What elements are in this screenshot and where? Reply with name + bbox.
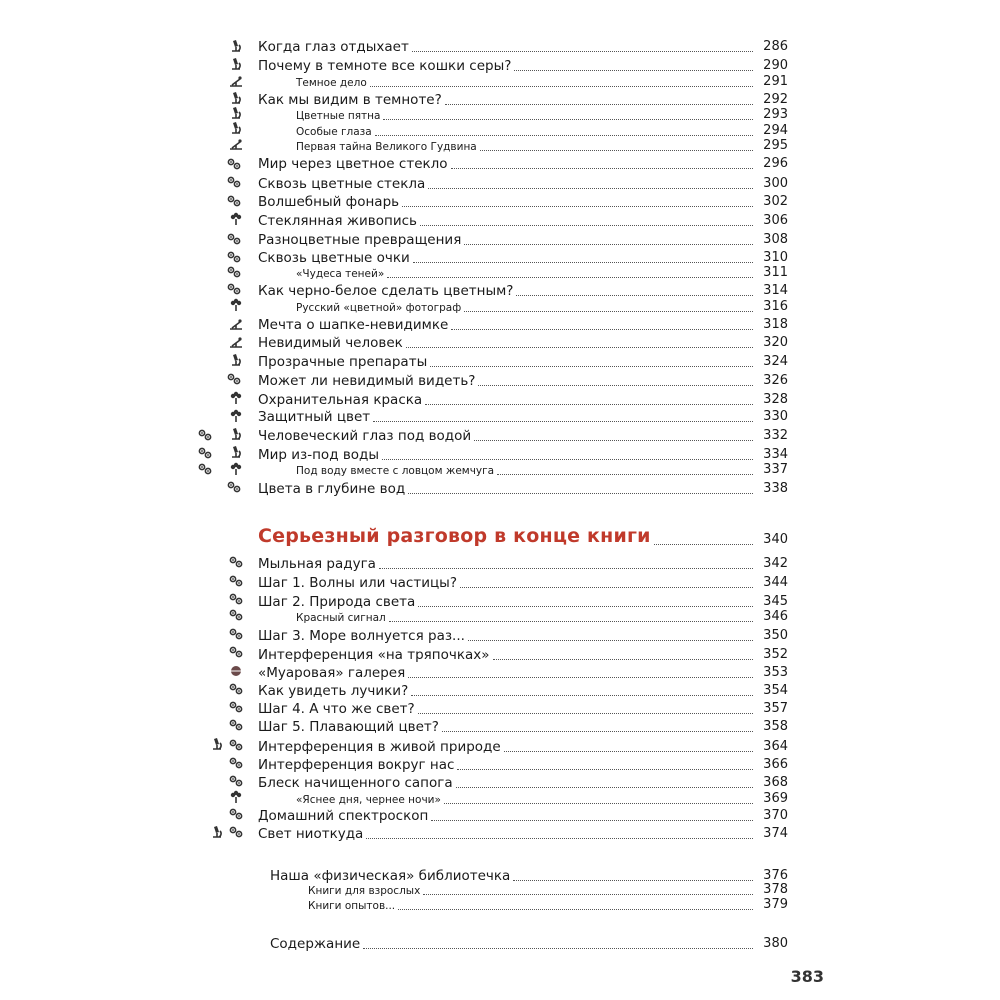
toc-entry bbox=[258, 479, 788, 497]
toc-entry-title: Блеск начищенного сапога bbox=[258, 775, 453, 791]
toc-entry-page: 292 bbox=[763, 92, 788, 107]
dot-leader bbox=[412, 51, 753, 52]
toc-entry bbox=[258, 573, 788, 591]
toc-entry-page: 286 bbox=[763, 39, 788, 54]
tree-icon bbox=[229, 790, 243, 804]
toc-entry-page: 308 bbox=[763, 232, 788, 247]
toc-entry-page: 345 bbox=[763, 594, 788, 609]
goggles-icon bbox=[229, 700, 243, 714]
goggles-icon bbox=[229, 825, 243, 839]
toc-entry-page: 332 bbox=[763, 428, 788, 443]
dot-leader bbox=[431, 820, 753, 821]
dot-leader bbox=[420, 225, 753, 226]
toc-entry-page: 344 bbox=[763, 575, 788, 590]
goggles-icon bbox=[229, 774, 243, 788]
toc-entry-page: 358 bbox=[763, 719, 788, 734]
dot-leader bbox=[442, 731, 753, 732]
toc-subentry bbox=[308, 895, 788, 913]
dot-leader bbox=[408, 677, 753, 678]
scale-icon bbox=[229, 137, 243, 151]
dot-leader bbox=[478, 385, 753, 386]
goggles-icon bbox=[227, 232, 241, 246]
microscope-icon bbox=[210, 825, 224, 839]
toc-subentry bbox=[296, 297, 788, 315]
tree-icon bbox=[229, 391, 243, 405]
toc-entry-title: Охранительная краска bbox=[258, 392, 423, 408]
toc-entry-title: Мыльная радуга bbox=[258, 556, 376, 572]
dot-leader bbox=[514, 70, 753, 71]
toc-entry bbox=[258, 333, 788, 351]
toc-entry-page: 316 bbox=[763, 299, 788, 314]
toc-entry-page: 350 bbox=[763, 628, 788, 643]
toc-entry bbox=[258, 717, 788, 735]
toc-entry-title: Красный сигнал bbox=[296, 612, 386, 624]
dot-leader bbox=[425, 404, 753, 405]
tree-icon bbox=[229, 298, 243, 312]
dot-leader bbox=[451, 329, 753, 330]
chapter-heading-entry bbox=[258, 524, 788, 548]
toc-entry bbox=[258, 824, 788, 842]
goggles-icon bbox=[229, 627, 243, 641]
toc-entry-title: Человеческий глаз под водой bbox=[258, 428, 472, 444]
toc-entry-title: Шаг 3. Море волнуется раз... bbox=[258, 628, 465, 644]
goggles-icon bbox=[229, 592, 243, 606]
dot-leader bbox=[406, 347, 753, 348]
toc-entry-page: 338 bbox=[763, 481, 788, 496]
toc-entry bbox=[258, 371, 788, 389]
goggles-icon bbox=[227, 265, 241, 279]
dot-leader bbox=[451, 168, 753, 169]
toc-entry-page: 370 bbox=[763, 808, 788, 823]
scale-icon bbox=[229, 74, 243, 88]
tree-icon bbox=[229, 409, 243, 423]
ball-icon bbox=[229, 664, 243, 678]
dot-leader bbox=[464, 244, 753, 245]
toc-entry bbox=[258, 352, 788, 370]
toc-entry-page: 310 bbox=[763, 250, 788, 265]
toc-entry-page: 342 bbox=[763, 556, 788, 571]
toc-entry-page: 314 bbox=[763, 283, 788, 298]
toc-entry-page: 311 bbox=[763, 265, 788, 280]
dot-leader bbox=[468, 640, 753, 641]
toc-entry-page: 324 bbox=[763, 354, 788, 369]
toc-subentry bbox=[296, 789, 788, 807]
toc-entry-page: 330 bbox=[763, 409, 788, 424]
toc-entry-page: 357 bbox=[763, 701, 788, 716]
dot-leader bbox=[457, 769, 753, 770]
dot-leader bbox=[516, 295, 753, 296]
toc-entry-page: 354 bbox=[763, 683, 788, 698]
goggles-icon bbox=[227, 480, 241, 494]
toc-subentry bbox=[296, 607, 788, 625]
toc-entry-title: Волшебный фонарь bbox=[258, 194, 400, 210]
toc-entry-title: Мир из-под воды bbox=[258, 447, 380, 463]
toc-entry-title: Цветные пятна bbox=[296, 110, 381, 122]
toc-entry-title: Интерференция вокруг нас bbox=[258, 757, 455, 773]
toc-entry-title: Шаг 2. Природа света bbox=[258, 594, 416, 610]
dot-leader bbox=[373, 421, 753, 422]
dot-leader bbox=[460, 587, 753, 588]
toc-entry-page: 291 bbox=[763, 74, 788, 89]
dot-leader bbox=[379, 568, 753, 569]
microscope-icon bbox=[229, 106, 243, 120]
toc-entry bbox=[258, 174, 788, 192]
toc-entry-title: Может ли невидимый видеть? bbox=[258, 373, 476, 389]
toc-entry bbox=[258, 390, 788, 408]
toc-entry-title: «Муаровая» галерея bbox=[258, 665, 406, 681]
toc-entry bbox=[258, 737, 788, 755]
toc-entry-page: 346 bbox=[763, 609, 788, 624]
dot-leader bbox=[504, 751, 753, 752]
toc-entry-title: Шаг 4. А что же свет? bbox=[258, 701, 415, 717]
toc-entry-title: Русский «цветной» фотограф bbox=[296, 302, 462, 314]
tree-icon bbox=[229, 462, 243, 476]
toc-entry-title: Мир через цветное стекло bbox=[258, 156, 448, 172]
toc-entry-page: 334 bbox=[763, 447, 788, 462]
dot-leader bbox=[366, 838, 753, 839]
dot-leader bbox=[418, 713, 753, 714]
toc-subentry bbox=[296, 72, 788, 90]
goggles-icon bbox=[227, 250, 241, 264]
goggles-icon bbox=[227, 372, 241, 386]
chapter-heading: Серьезный разговор в конце книги bbox=[258, 525, 651, 547]
goggles-icon bbox=[229, 738, 243, 752]
toc-entry-title: Книги опытов... bbox=[308, 900, 396, 912]
toc-entry-title: Как черно-белое сделать цветным? bbox=[258, 283, 514, 299]
toc-entry-page: 366 bbox=[763, 757, 788, 772]
toc-entry-title: Защитный цвет bbox=[258, 409, 371, 425]
toc-entry-page: 378 bbox=[763, 882, 788, 897]
toc-entry bbox=[258, 645, 788, 663]
dot-leader bbox=[428, 188, 753, 189]
dot-leader bbox=[387, 277, 753, 278]
toc-entry-title: «Яснее дня, чернее ночи» bbox=[296, 794, 441, 806]
microscope-icon bbox=[229, 445, 243, 459]
goggles-icon bbox=[229, 645, 243, 659]
goggles-icon bbox=[229, 574, 243, 588]
toc-entry bbox=[258, 626, 788, 644]
goggles-icon bbox=[229, 807, 243, 821]
toc-entry-title: Наша «физическая» библиотечка bbox=[270, 868, 511, 884]
toc-entry-title: Особые глаза bbox=[296, 126, 372, 138]
goggles-icon bbox=[198, 446, 212, 460]
toc-entry-title: Мечта о шапке-невидимке bbox=[258, 317, 449, 333]
toc-entry-title: Книги для взрослых bbox=[308, 885, 421, 897]
toc-entry-page: 340 bbox=[763, 532, 788, 547]
toc-entry-page: 326 bbox=[763, 373, 788, 388]
toc-entry-title: Почему в темноте все кошки серы? bbox=[258, 58, 512, 74]
microscope-icon bbox=[229, 57, 243, 71]
dot-leader bbox=[408, 493, 753, 494]
toc-entry-title: Свет ниоткуда bbox=[258, 826, 364, 842]
toc-entry-title: Интерференция «на тряпочках» bbox=[258, 647, 490, 663]
toc-entry-page: 369 bbox=[763, 791, 788, 806]
dot-leader bbox=[444, 803, 753, 804]
scale-icon bbox=[229, 317, 243, 331]
microscope-icon bbox=[229, 121, 243, 135]
dot-leader bbox=[456, 787, 753, 788]
dot-leader bbox=[383, 119, 753, 120]
toc-entry-title: Как увидеть лучики? bbox=[258, 683, 409, 699]
microscope-icon bbox=[210, 737, 224, 751]
toc-subentry bbox=[296, 136, 788, 154]
dot-leader bbox=[497, 474, 753, 475]
toc-entry bbox=[258, 37, 788, 55]
toc-entry-title: Под воду вместе с ловцом жемчуга bbox=[296, 465, 495, 477]
toc-entry-page: 306 bbox=[763, 213, 788, 228]
toc-entry bbox=[258, 806, 788, 824]
toc-entry bbox=[258, 554, 788, 572]
toc-subentry bbox=[296, 460, 788, 478]
goggles-icon bbox=[227, 157, 241, 171]
dot-leader bbox=[493, 659, 753, 660]
goggles-icon bbox=[227, 175, 241, 189]
toc-entry-title: Темное дело bbox=[296, 77, 367, 89]
toc-entry-page: 368 bbox=[763, 775, 788, 790]
dot-leader bbox=[464, 311, 753, 312]
goggles-icon bbox=[229, 756, 243, 770]
goggles-icon bbox=[227, 194, 241, 208]
toc-entry-title: «Чудеса теней» bbox=[296, 268, 385, 280]
toc-entry-title: Как мы видим в темноте? bbox=[258, 92, 442, 108]
toc-entry-title: Сквозь цветные стекла bbox=[258, 176, 426, 192]
dot-leader bbox=[430, 366, 753, 367]
microscope-icon bbox=[229, 427, 243, 441]
toc-entry-page: 328 bbox=[763, 392, 788, 407]
dot-leader bbox=[654, 544, 753, 545]
toc-entry-title: Интерференция в живой природе bbox=[258, 739, 501, 755]
toc-entry-title: Сквозь цветные очки bbox=[258, 250, 410, 266]
toc-entry-page: 380 bbox=[763, 936, 788, 951]
toc-entry-title: Шаг 5. Плавающий цвет? bbox=[258, 719, 439, 735]
toc-entry bbox=[270, 934, 788, 952]
scale-icon bbox=[229, 335, 243, 349]
page-number: 383 bbox=[790, 967, 824, 986]
microscope-icon bbox=[229, 91, 243, 105]
dot-leader bbox=[398, 909, 753, 910]
dot-leader bbox=[474, 440, 753, 441]
toc-entry-page: 300 bbox=[763, 176, 788, 191]
toc-subentry bbox=[296, 263, 788, 281]
toc-entry bbox=[258, 230, 788, 248]
toc-entry bbox=[258, 663, 788, 681]
toc-entry bbox=[258, 211, 788, 229]
toc-entry bbox=[258, 755, 788, 773]
toc-entry-page: 296 bbox=[763, 156, 788, 171]
toc-entry-page: 293 bbox=[763, 107, 788, 122]
toc-entry-title: Прозрачные препараты bbox=[258, 354, 428, 370]
goggles-icon bbox=[227, 282, 241, 296]
toc-entry bbox=[258, 154, 788, 172]
toc-entry-page: 318 bbox=[763, 317, 788, 332]
toc-entry-page: 353 bbox=[763, 665, 788, 680]
dot-leader bbox=[411, 695, 753, 696]
dot-leader bbox=[363, 948, 753, 949]
toc-entry bbox=[258, 699, 788, 717]
goggles-icon bbox=[229, 555, 243, 569]
toc-entry-page: 290 bbox=[763, 58, 788, 73]
toc-entry bbox=[258, 315, 788, 333]
toc-entry bbox=[258, 426, 788, 444]
microscope-icon bbox=[229, 353, 243, 367]
goggles-icon bbox=[229, 682, 243, 696]
toc-entry-title: Разноцветные превращения bbox=[258, 232, 462, 248]
toc-entry-title: Когда глаз отдыхает bbox=[258, 39, 409, 55]
toc-entry-page: 294 bbox=[763, 123, 788, 138]
toc-entry-title: Домашний спектроскоп bbox=[258, 808, 429, 824]
toc-entry-page: 374 bbox=[763, 826, 788, 841]
goggles-icon bbox=[229, 608, 243, 622]
toc-entry-page: 379 bbox=[763, 897, 788, 912]
goggles-icon bbox=[229, 718, 243, 732]
goggles-icon bbox=[198, 428, 212, 442]
toc-entry-page: 302 bbox=[763, 194, 788, 209]
dot-leader bbox=[402, 206, 753, 207]
dot-leader bbox=[370, 86, 753, 87]
toc-entry-title: Стеклянная живопись bbox=[258, 213, 417, 229]
toc-entry-title: Содержание bbox=[270, 936, 361, 952]
toc-entry-title: Шаг 1. Волны или частицы? bbox=[258, 575, 457, 591]
microscope-icon bbox=[229, 39, 243, 53]
toc-entry-title: Невидимый человек bbox=[258, 335, 403, 351]
toc-entry-page: 376 bbox=[763, 868, 788, 883]
toc-entry-title: Первая тайна Великого Гудвина bbox=[296, 141, 477, 153]
toc-entry bbox=[258, 192, 788, 210]
toc-entry-page: 320 bbox=[763, 335, 788, 350]
goggles-icon bbox=[198, 462, 212, 476]
toc-entry-title: Цвета в глубине вод bbox=[258, 481, 406, 497]
tree-icon bbox=[229, 212, 243, 226]
toc-entry-page: 295 bbox=[763, 138, 788, 153]
toc-entry bbox=[258, 407, 788, 425]
dot-leader bbox=[389, 621, 753, 622]
dot-leader bbox=[480, 150, 753, 151]
toc-entry-page: 337 bbox=[763, 462, 788, 477]
toc-entry-page: 364 bbox=[763, 739, 788, 754]
toc-entry bbox=[258, 681, 788, 699]
toc-entry-page: 352 bbox=[763, 647, 788, 662]
